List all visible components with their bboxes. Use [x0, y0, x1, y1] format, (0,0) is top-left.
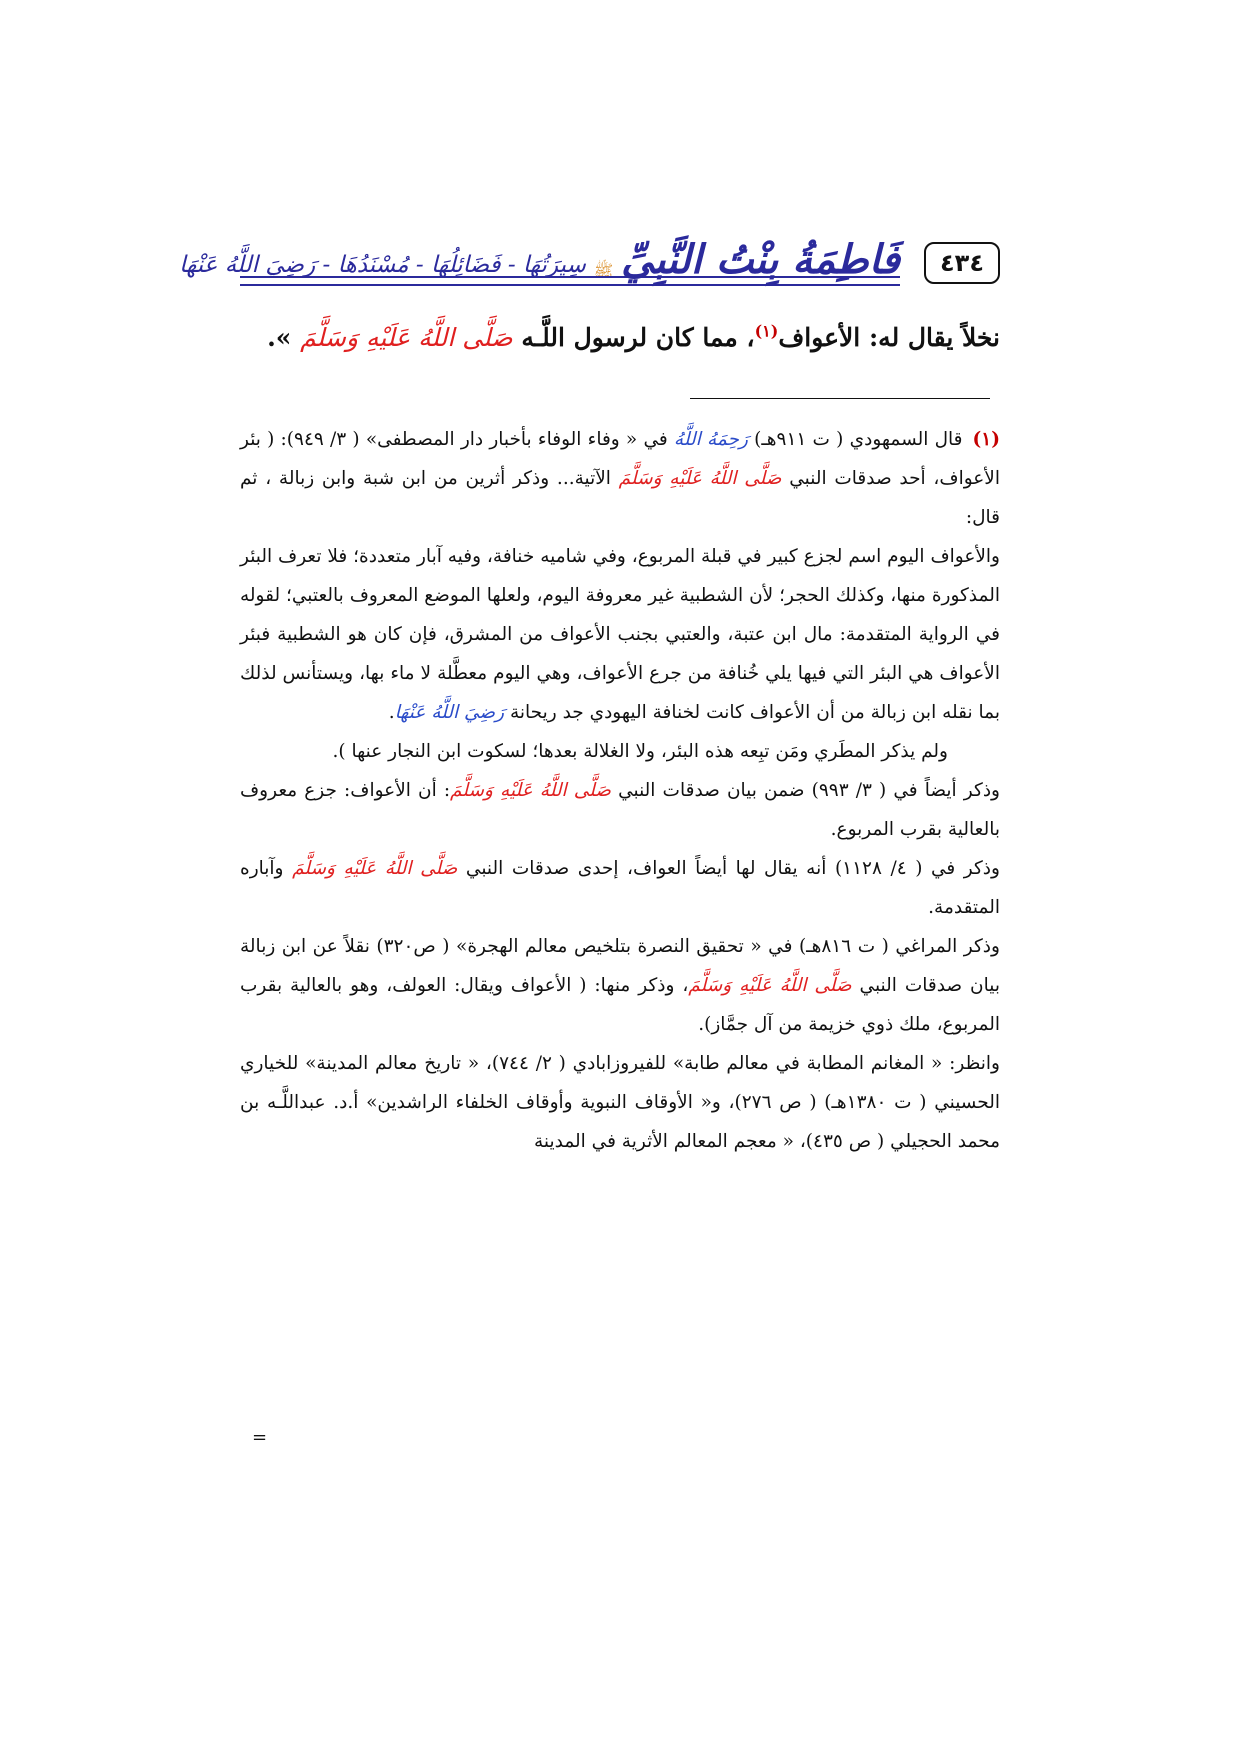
footnote-text: قال السمهودي ( ت ٩١١هـ): [754, 429, 963, 450]
footnote-section: [240, 420, 1000, 1161]
footnote-text: وذكر في ( ٤/ ١١٢٨) أنه يقال لها أيضاً العواف، إحدى صدقات النبي: [465, 858, 1000, 879]
footnote-separator: [690, 398, 990, 399]
book-subtitle: سِيرَتُهَا - فَضَائِلُهَا - مُسْنَدُهَا - رَضِيَ اللَّهُ عَنْهَا: [179, 252, 586, 279]
footnote-text: : أن الأعواف: جزع معروف بالعالية بقرب المربوع.: [240, 780, 1000, 840]
main-text: [240, 318, 1000, 358]
footnote-text: والأعواف اليوم اسم لجزع كبير في قبلة المربوع، وفي شاميه خنافة، وفيه آبار متعددة؛ فلا تعرف البئر المذكورة منها، وكذلك الحجر؛ لأن الشطبية غير معروفة اليوم، ولعلها الموضع المعروف بالعتبي؛ لقوله في الرواية المتقدمة: مال ابن عتبة، والعتبي بجنب الأعواف من المشرق، فإن كان هو الشطبية فبئر الأعواف هي البئر التي فيها يلي خُنافة من جرع الأعواف، وهي اليوم معطَّلة لا ماء بها، ويستأنس لذلك بما نقله ابن زبالة من أن الأعواف كانت لخنافة اليهودي جد ريحانة: [240, 546, 1000, 723]
footnote-text: وذكر أيضاً في ( ٣/ ٩٩٣) ضمن بيان صدقات النبي: [618, 780, 1000, 801]
footnote-paragraph: [240, 537, 1000, 732]
honorific-phrase: رَضِيَ اللَّهُ عَنْهَا: [394, 702, 505, 723]
honorific-mark: ﷺ: [593, 261, 614, 280]
header-double-rule: [240, 276, 900, 286]
footnote-paragraph: [240, 927, 1000, 1044]
salutation-phrase: صَلَّى اللَّهُ عَلَيْهِ وَسَلَّمَ: [292, 858, 458, 879]
footnote-number: (١): [972, 429, 1000, 450]
footnote-text: وآباره المتقدمة.: [240, 858, 1000, 918]
footnote-text: .: [388, 702, 395, 723]
book-title: فَاطِمَةُ بِنْتُ النَّبِيِّ: [621, 236, 900, 283]
continuation-mark: =: [252, 1427, 268, 1448]
footnote-paragraph: [240, 420, 1000, 537]
main-text-start: نخلاً يقال له: الأعواف: [778, 323, 1000, 352]
footnote-text: وانظر: « المغانم المطابة في معالم طابة» للفيروزابادي ( ٢/ ٧٤٤)، « تاريخ معالم المدينة» للخياري الحسيني ( ت ١٣٨٠هـ) ( ص ٢٧٦)، و« الأوقاف النبوية وأوقاف الخلفاء الراشدين» أ.د. عبداللَّـه بن محمد الحجيلي ( ص ٤٣٥)، « معجم المعالم الأثرية في المدينة: [240, 1053, 1000, 1152]
salutation-phrase: صَلَّى اللَّهُ عَلَيْهِ وَسَلَّمَ: [300, 323, 513, 352]
footnote-reference: (١): [754, 321, 779, 341]
salutation-phrase: صَلَّى اللَّهُ عَلَيْهِ وَسَلَّمَ: [450, 780, 611, 801]
footnote-paragraph: [240, 1044, 1000, 1161]
page-header: [179, 192, 1000, 288]
footnote-text: وذكر المراغي ( ت ٨١٦هـ) في « تحقيق النصرة بتلخيص معالم الهجرة» ( ص٣٢٠) نقلاً عن ابن زبالة بيان صدقات النبي: [240, 936, 1000, 996]
main-text-middle: ، مما كان لرسول اللَّـه: [521, 323, 755, 352]
honorific-phrase: رَحِمَهُ اللَّهُ: [673, 429, 748, 450]
footnote-paragraph: [240, 849, 1000, 927]
page-number: ٤٣٤: [924, 242, 1000, 284]
salutation-phrase: صَلَّى اللَّهُ عَلَيْهِ وَسَلَّمَ: [618, 468, 782, 489]
footnote-text: ولم يذكر المطَري ومَن تبِعه هذه البئر، ولا الغلالة بعدها؛ لسكوت ابن النجار عنها ).: [332, 741, 948, 762]
main-text-end: ».: [267, 323, 292, 352]
footnote-text: في « وفاء الوفاء بأخبار دار المصطفى» ( ٣/ ٩٤٩): ( بئر الأعواف، أحد صدقات النبي: [240, 429, 1001, 489]
footnote-paragraph: [240, 732, 1000, 771]
footnote-text: الآتية... وذكر أثرين من ابن شبة وابن زبالة ، ثم قال:: [240, 468, 1000, 528]
footnote-text: ، وذكر منها: ( الأعواف ويقال: العولف، وهو بالعالية بقرب المربوع، ملك ذوي خزيمة من آل جمَّاز).: [240, 975, 1000, 1035]
salutation-phrase: صَلَّى اللَّهُ عَلَيْهِ وَسَلَّمَ: [688, 975, 852, 996]
footnote-paragraph: [240, 771, 1000, 849]
header-title-group: [179, 192, 900, 284]
